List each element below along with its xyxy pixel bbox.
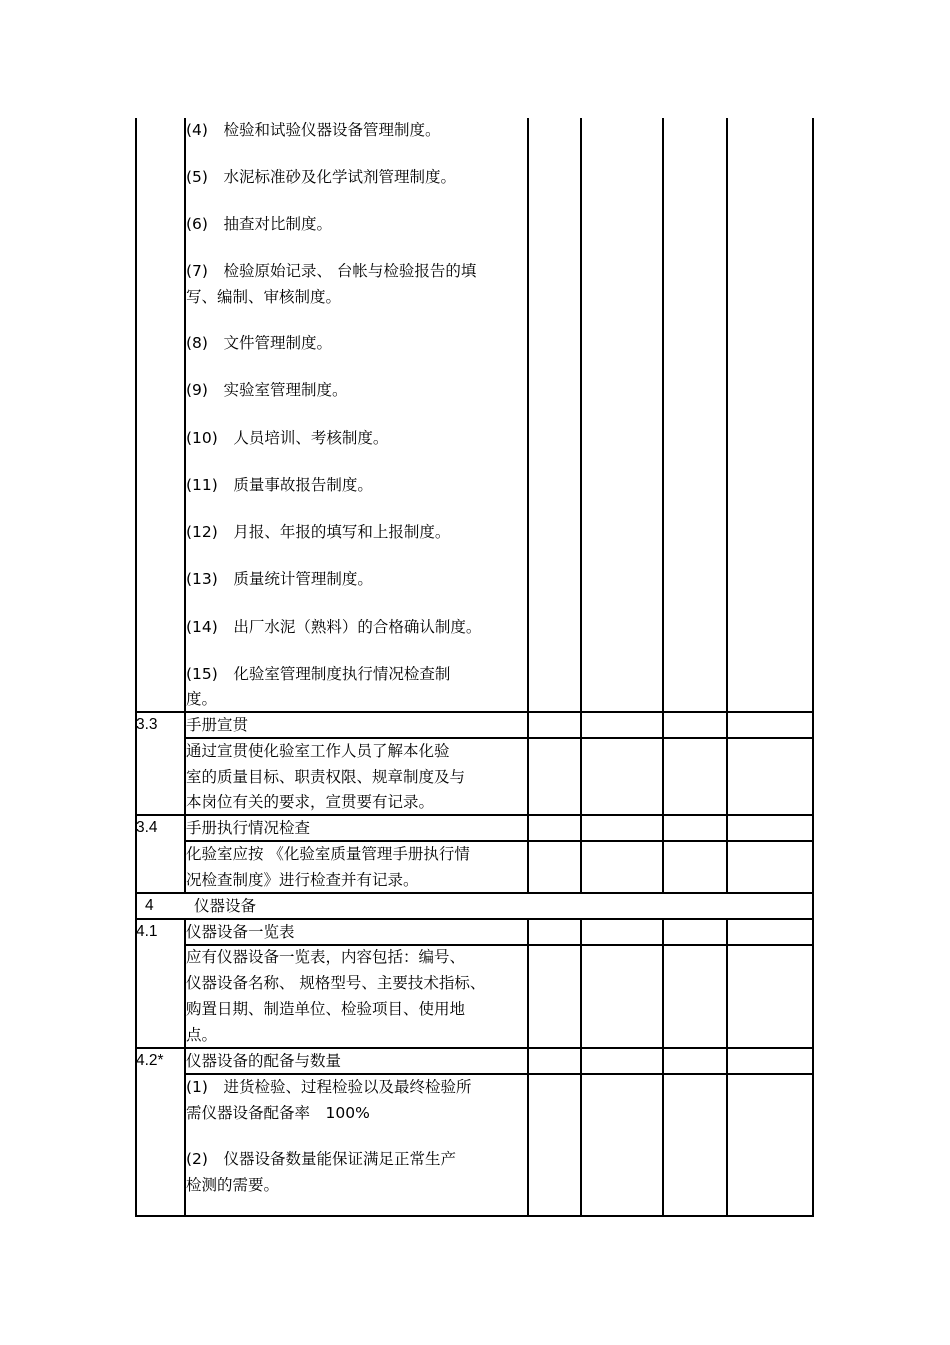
list-item: (12) 月报、年报的填写和上报制度。 [186,523,451,541]
list-item-continuation: 度。 [186,690,218,708]
item-description: 本岗位有关的要求，宣贯要有记录。 [186,793,435,811]
item-title: 仪器设备一览表 [186,923,295,941]
item-description: 检测的需要。 [186,1176,280,1194]
item-number: 4.1 [136,923,158,940]
table-border-right [812,118,814,1216]
item-title: 手册执行情况检查 [186,819,311,837]
section-title: 仪器设备 [194,897,257,915]
item-description: 购置日期、制造单位、检验项目、使用地 [186,1000,466,1018]
item-description: 点。 [186,1026,218,1044]
table-column-divider [726,920,728,1216]
list-item-continuation: 写、编制、审核制度。 [186,288,342,306]
item-number: 4.2* [136,1052,164,1069]
list-item: (6) 抽查对比制度。 [186,215,332,233]
item-number: 3.3 [136,716,158,733]
table-column-divider [662,920,664,1216]
list-item: (13) 质量统计管理制度。 [186,570,373,588]
item-title: 仪器设备的配备与数量 [186,1052,342,1070]
item-number: 3.4 [136,819,158,836]
list-item: (14) 出厂水泥（熟料）的合格确认制度。 [186,618,482,636]
table-column-divider [662,118,664,894]
table-column-divider [527,920,529,1216]
list-item: (9) 实验室管理制度。 [186,381,348,399]
list-item: (4) 检验和试验仪器设备管理制度。 [186,121,441,139]
table-column-divider [726,118,728,894]
table-border-bottom [135,1215,814,1217]
item-description: 应有仪器设备一览表，内容包括：编号、 [186,948,466,966]
list-item: (11) 质量事故报告制度。 [186,476,373,494]
item-description: (2) 仪器设备数量能保证满足正常生产 [186,1150,456,1168]
list-item: (10) 人员培训、考核制度。 [186,429,389,447]
item-description: 况检查制度》进行检查并有记录。 [186,871,419,889]
list-item: (5) 水泥标准砂及化学试剂管理制度。 [186,168,456,186]
item-description: 室的质量目标、职责权限、规章制度及与 [186,768,466,786]
list-item: (15) 化验室管理制度执行情况检查制 [186,665,451,683]
list-item: (8) 文件管理制度。 [186,334,332,352]
item-title: 手册宣贯 [186,716,249,734]
item-description: 仪器设备名称、 规格型号、主要技术指标、 [186,974,486,992]
item-description: 通过宣贯使化验室工作人员了解本化验 [186,742,450,760]
list-item: (7) 检验原始记录、 台帐与检验报告的填 [186,262,477,280]
table-column-divider [580,118,582,894]
table-column-divider [527,118,529,894]
section-number: 4 [145,897,154,914]
table-column-divider [580,920,582,1216]
item-description: 需仪器设备配备率 100% [186,1104,370,1122]
item-description: (1) 进货检验、过程检验以及最终检验所 [186,1078,472,1096]
item-description: 化验室应按 《化验室质量管理手册执行情 [186,845,470,863]
